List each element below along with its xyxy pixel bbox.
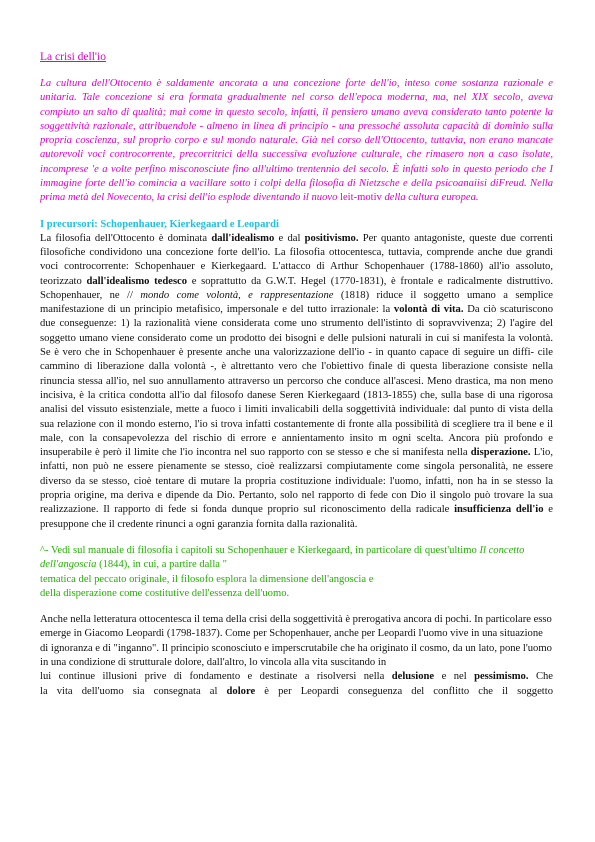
bold-term: insufficienza dell'io — [454, 504, 544, 516]
intro-paragraph — [40, 77, 553, 206]
body-paragraph-leopardi — [40, 613, 553, 699]
italic-title: mondo come volontà, e rappresentazione — [140, 289, 334, 301]
leopardi-bold-delusione: delusione — [391, 671, 435, 683]
leopardi-text: la vita dell'uomo sia consegnata al — [40, 685, 227, 697]
leopardi-bold-dolore: dolore — [226, 685, 256, 697]
body-text: L'io, infatti, non può ne essere pienamente se stesso, cioè realizzarsi compiutamente come singola personalità, ne essere diverso da se stesso, cioè tentare di mutare la propria costituzione individuale: l'uomo, infatti, non ha in se stesso la propria origine, ma deriva e dipende da Dio. Pertanto, solo nel rapporto di fede con Dio il singolo può trovare la sua realizzazione. Il rapporto di fede si fonda dunque proprio sul riconoscimento della radicale — [40, 447, 553, 516]
body-text: Da ciò scaturiscono due conseguenze: 1) la razionalità viene considerata come uno strumento dell'istinto di sopravvivenza; 2) l'agire del soggetto umano viene considerato come un prodotto dei bisogni e delle pulsioni naturali in cui si manifesta la volontà. Se è vero che in Schopenhauer è presente anche una valorizzazione dell'io - in quanto capace di seguire un diffi- cile cammino di liberazione dalla volontà -, è altrettanto vero che l'obiettivo finale di questa liberazione consiste nella rinuncia stessa all'io, nel suo annullamento attraverso un percorso che conduce all'ascesi. Meno drastica, ma non meno incisiva, è la critica condotta all'io dal filosofo danese Seren Kierkegaard (1813-1855) che, sulla base di una rigorosa analisi del vissuto esistenziale, mette a fuoco i limiti invalicabili della soggettività individuale: dal punto di vista della sua relazione con il mondo esterno, l'io si trova infatti costantemente di fronte alla possibilità di scegliere tra il bene e il male, con la consapevolezza del rischio di errore e annientamento insito m ogni scelta. Ancora più profondo e insuperabile è però il limite che l'io incontra nel suo rapporto con se stesso e che si manifesta nella — [40, 304, 553, 459]
footnote-paragraph — [40, 544, 553, 601]
leopardi-main-text: Anche nella letteratura ottocentesca il tema della crisi della soggettività è prerogativa ancora di pochi. In particolare esso emerge in Giacomo Leopardi (1798-1837). Come per Schopenhauer, anche per Leopardi l'uomo vive in una situazione di ignoranza e di "inganno". Il principio sconosciuto e imperscrutabile che ha originato il cosmo, da un lato, pone l'uomo in una condizione di strutturale dolore, dall'altro, lo vincola alla vita suscitando in — [40, 614, 552, 668]
leopardi-text: lui continue illusioni prive di fondamento e destinate a risolversi nella — [40, 671, 392, 683]
body-text: e dal — [274, 232, 305, 244]
footnote-text-b: (1844), in cui, a partire dalla " — [99, 559, 227, 571]
body-text: e soprattutto da G.W.T. Hegel (1770-1831), è frontale e radicalmente distruttivo. Schopenhauer, ne // — [40, 275, 553, 301]
footnote-book-title: Il concetto dell'angoscia — [40, 544, 525, 571]
leopardi-text: Che — [528, 671, 553, 683]
leopardi-text: è per Leopardi conseguenza del conflitto che il soggetto — [255, 685, 553, 697]
body-text: Per quanto antagoniste, queste due correnti filosofiche condividono una concezione forte dell'io. La filosofia ottocentesca, tuttavia, comprende anche due grandi voci controcorrente: Schopenhauer e Kierkegaard. L'attacco di Arthur Schopenhauer (1788-1860) all'io assoluto, teorizzato — [40, 232, 553, 287]
intro-tail: della cultura europea. — [384, 192, 479, 204]
footnote-line-2: tematica del peccato originale, il filosofo esplora la dimensione dell'angoscia e — [40, 573, 374, 585]
leopardi-line-2 — [40, 670, 553, 684]
leopardi-bold-pessimismo: pessimismo. — [474, 671, 529, 683]
document-page — [40, 40, 553, 830]
bold-term: dall'idealismo — [211, 232, 275, 244]
body-text: e presuppone che il credente rinunci a ogni garanzia fornita dalla razionalità. — [40, 504, 553, 530]
bold-term: volontà di vita. — [393, 304, 464, 316]
footnote-line-1 — [40, 544, 553, 573]
intro-text: La cultura dell'Ottocento è saldamente ancorata a una concezione forte dell'io, inteso come sostanza razionale e unitaria. Tale concezione si era formata gradualmente nel corso dell'epoca moderna, ma, nel XIX secolo, aveva compiuto un salto di qualità; mai come in questo secolo, infatti, il pensiero umano aveva considerato tanto potente la soggettività razionale, attribuendole - almeno in linea di principio - una pressoché assoluta capacità di dominio sulla propria coscienza, sul proprio corpo e sul mondo naturale. Già nel corso dell'Ottocento, tuttavia, non erano mancate autorevoli voci controcorrente, precorritrici della successiva evoluzione culturale, che rimasero non a caso isolate, incomprese 'e a volte perfino misconosciute fino all'ultimo trentennio del secolo. È infatti solo in questo periodo che I immagine forte dell'io comincia a vacillare sotto i colpi della filosofia di Nietzsche e della psicoanaiisi diFreud. Nella prima metà del Novecento, la crisi dell'io esplode diventando il nuovo — [40, 78, 553, 204]
bold-term: positivismo. — [304, 232, 359, 244]
bold-term: disperazione. — [470, 447, 531, 459]
document-title: La crisi dell'io — [40, 51, 106, 63]
body-text: La filosofia dell'Ottocento è dominata — [40, 232, 212, 244]
footnote-line-3: della disperazione come costitutive dell'essenza dell'uomo. — [40, 587, 290, 599]
leopardi-line-3 — [40, 685, 553, 699]
leopardi-text: e nel — [434, 671, 475, 683]
footnote-text-a: ^- Vedi sul manuale di filosofia i capitoli su Schopenhauer e Kierkegaard, in particolare di quest'ultimo — [40, 544, 477, 556]
bold-term: dall'idealismo tedesco — [86, 275, 188, 287]
body-paragraph-precursors — [40, 232, 553, 532]
section-heading: I precursori: Schopenhauer, Kierkegaard e Leopardi — [40, 218, 279, 230]
body-text: (1818) riduce il soggetto umano a semplice manifestazione di un principio metafisico, impersonale e del tutto irrazionale: la — [40, 289, 553, 316]
intro-leitmotiv: leit-motiv — [340, 192, 382, 204]
